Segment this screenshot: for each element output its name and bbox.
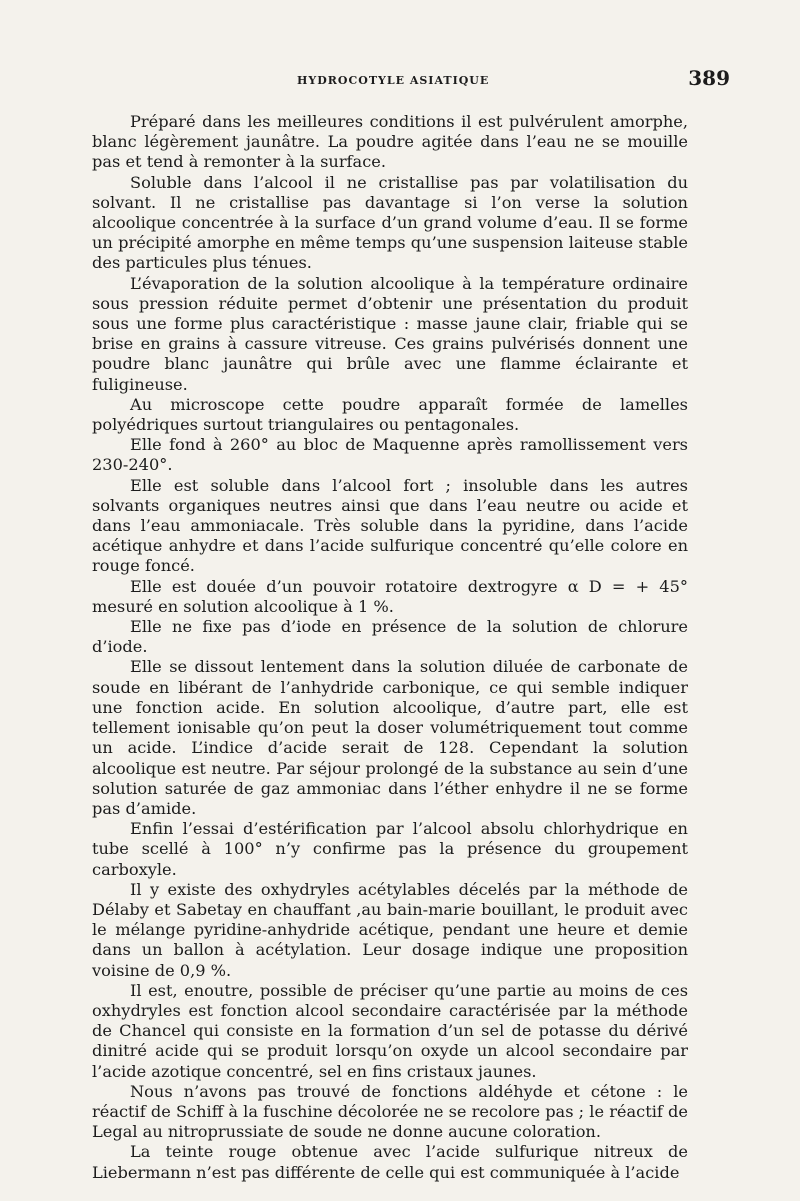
paragraph-11: Il y existe des oxhydryles acétylables décelés par la méthode de Délaby et Sabetay en chauffant ,au bain-marie bouillant, le produit avec le mélange pyridine-anhydride acétique, pendant une heure et demie dans un ballon à acétylation. Leur dosage indique une proposition voisine de 0,9 %. xyxy=(92,879,688,980)
running-head xyxy=(92,60,730,100)
paragraph-4: Au microscope cette poudre apparaît formée de lamelles polyédriques surtout triangulaires ou pentagonales. xyxy=(92,394,688,435)
paragraph-2: Soluble dans l’alcool il ne cristallise pas par volatilisation du solvant. Il ne cristallise pas davantage si l’on verse la solution alcoolique concentrée à la surface d’un grand volume d’eau. Il se forme un précipité amorphe en même temps qu’une suspension laiteuse stable des particules plus ténues. xyxy=(92,172,688,273)
paragraph-10: Enfin l’essai d’estérification par l’alcool absolu chlorhydrique en tube scellé à 100° n’y confirme pas la présence du groupement carboxyle. xyxy=(92,819,688,879)
paragraph-9: Elle se dissout lentement dans la solution diluée de carbonate de soude en libérant de l’anhydride carbonique, ce qui semble indiquer une fonction acide. En solution alcoolique, d’autre part, elle est tellement ionisable qu’on peut la doser volumétriquement tout comme un acide. L’indice d’acide serait de 128. Cependant la solution alcoolique est neutre. Par séjour prolongé de la substance au sein d’une solution saturée de gaz ammoniac dans l’éther enhydre il ne se forme pas d’amide. xyxy=(92,657,688,818)
paragraph-12: Il est, enoutre, possible de préciser qu’une partie au moins de ces oxhydryles est fonction alcool secondaire caractérisée par la méthode de Chancel qui consiste en la formation d’un sel de potasse du dérivé dinitré acide qui se produit lorsqu’on oxyde un alcool secondaire par l’acide azotique concentré, sel en fins cristaux jaunes. xyxy=(92,980,688,1081)
paragraph-13: Nous n’avons pas trouvé de fonctions aldéhyde et cétone : le réactif de Schiff à la fuschine décolorée ne se recolore pas ; le réactif de Legal au nitroprussiate de soude ne donne aucune coloration. xyxy=(92,1081,688,1142)
paragraph-14: La teinte rouge obtenue avec l’acide sulfurique nitreux de Liebermann n’est pas différente de celle qui est communiquée à l’acide xyxy=(92,1142,688,1182)
page-number: 389 xyxy=(688,66,730,90)
paragraph-3: L’évaporation de la solution alcoolique à la température ordinaire sous pression réduite permet d’obtenir une présentation du produit sous une forme plus caractéristique : masse jaune clair, friable qui se brise en grains à cassure vitreuse. Ces grains pulvérisés donnent une poudre blanc jaunâtre qui brûle avec une flamme éclairante et fuligineuse. xyxy=(92,273,688,394)
body-text xyxy=(92,112,688,1183)
paragraph-8: Elle ne fixe pas d’iode en présence de la solution de chlorure d’iode. xyxy=(92,617,688,657)
running-title: HYDROCOTYLE ASIATIQUE xyxy=(297,74,490,87)
paragraph-7: Elle est douée d’un pouvoir rotatoire dextrogyre α D = + 45° mesuré en solution alcoolique à 1 %. xyxy=(92,576,688,616)
paragraph-1: Préparé dans les meilleures conditions il est pulvérulent amorphe, blanc légèrement jaunâtre. La poudre agitée dans l’eau ne se mouille pas et tend à remonter à la surface. xyxy=(92,112,688,172)
paragraph-6: Elle est soluble dans l’alcool fort ; insoluble dans les autres solvants organiques neutres ainsi que dans l’eau neutre ou acide et dans l’eau ammoniacale. Très soluble dans la pyridine, dans l’acide acétique anhydre et dans l’acide sulfurique concentré qu’elle colore en rouge foncé. xyxy=(92,475,688,576)
paragraph-5: Elle fond à 260° au bloc de Maquenne après ramollissement vers 230-240°. xyxy=(92,435,688,475)
